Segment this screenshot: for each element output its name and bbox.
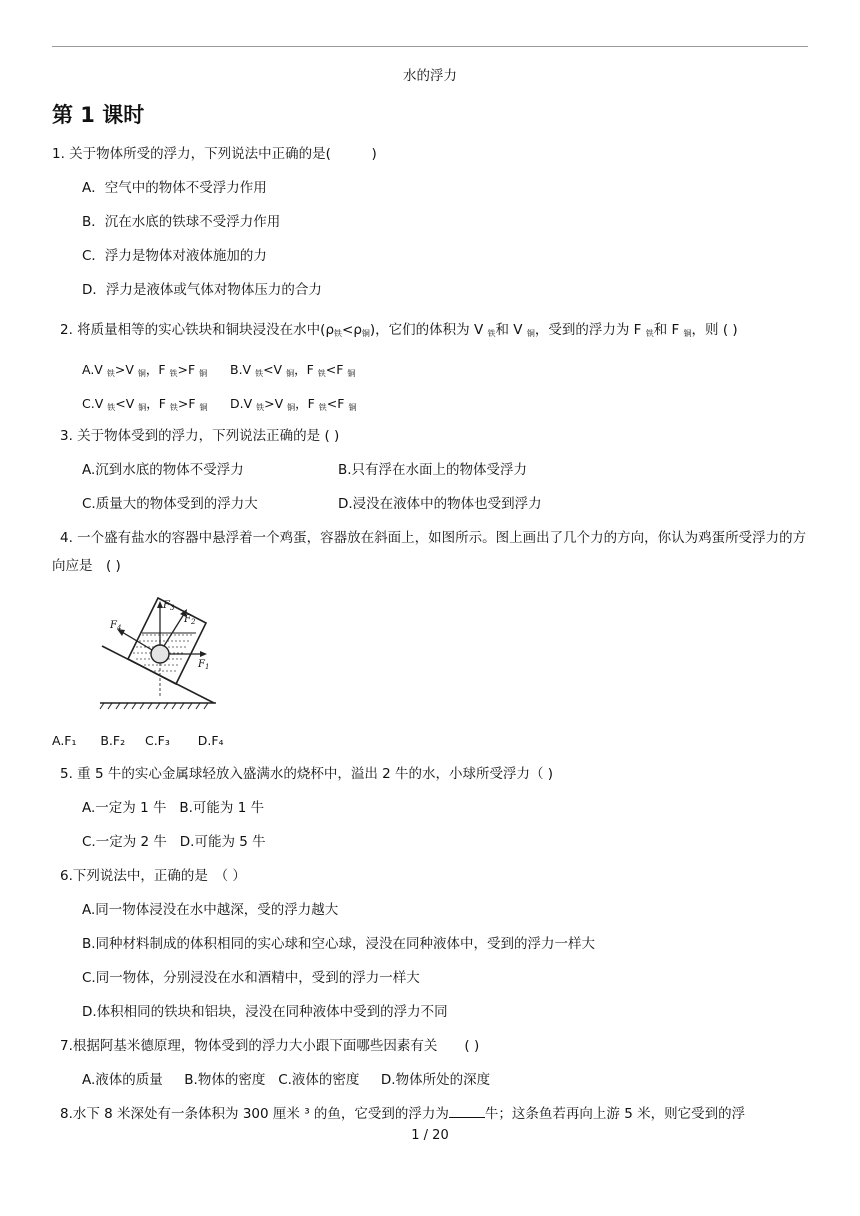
question-7-options: A.液体的质量 B.物体的密度 C.液体的密度 D.物体所处的深度 — [82, 1072, 491, 1088]
question-3-stem: 3. 关于物体受到的浮力，下列说法正确的是 ( ) — [60, 428, 340, 444]
page-header: 水的浮力 — [403, 68, 457, 84]
page-number: 1 / 20 — [411, 1128, 449, 1143]
question-3-option-a: A.沉到水底的物体不受浮力 — [82, 462, 244, 478]
label-f4: $F_4$ — [110, 620, 122, 632]
question-6-option-d: D.体积相同的铁块和铝块，浸没在同种液体中受到的浮力不同 — [82, 1004, 448, 1020]
question-1-option-b: B．沉在水底的铁球不受浮力作用 — [82, 214, 281, 230]
question-5-options-ab: A.一定为 1 牛 B.可能为 1 牛 — [82, 800, 265, 816]
question-6-stem: 6.下列说法中，正确的是 （ ） — [60, 868, 246, 884]
question-2-option-b: B.V $_铁$<V $_铜$，F $_铁$<F $_铜$ — [230, 362, 356, 378]
question-3-option-c: C.质量大的物体受到的浮力大 — [82, 496, 258, 512]
question-1-option-c: C．浮力是物体对液体施加的力 — [82, 248, 267, 264]
question-1-option-d: D．浮力是液体或气体对物体压力的合力 — [82, 282, 322, 298]
question-7-stem: 7.根据阿基米德原理，物体受到的浮力大小跟下面哪些因素有关 ( ) — [60, 1038, 480, 1054]
question-8-stem: 8.水下 8 米深处有一条体积为 300 厘米 ³ 的鱼，它受到的浮力为 牛；这条鱼若再向上游 5 米，则它受到的浮 — [60, 1106, 746, 1122]
answer-blank[interactable] — [449, 1105, 485, 1118]
question-3-option-b: B.只有浮在水面上的物体受浮力 — [338, 462, 528, 478]
question-4-options: A.F₁ B.F₂ C.F₃ D.F₄ — [52, 733, 224, 748]
question-6-option-c: C.同一物体，分别浸没在水和酒精中，受到的浮力一样大 — [82, 970, 420, 986]
question-2-option-d: D.V $_铁$>V $_铜$，F $_铁$<F $_铜$ — [230, 396, 357, 412]
label-f1: $F_1$ — [198, 659, 210, 671]
question-6-option-a: A.同一物体浸没在水中越深，受的浮力越大 — [82, 902, 339, 918]
question-3-option-d: D.浸没在液体中的物体也受到浮力 — [338, 496, 542, 512]
question-5-stem: 5. 重 5 牛的实心金属球轻放入盛满水的烧杯中，溢出 2 牛的水，小球所受浮力（ ) — [60, 766, 554, 782]
question-5-options-cd: C.一定为 2 牛 D.可能为 5 牛 — [82, 834, 266, 850]
label-f2: $F_2$ — [184, 614, 196, 626]
question-2-option-c: C.V $_铁$<V $_铜$，F $_铁$>F $_铜$ — [82, 396, 208, 412]
question-2-stem: 2. 将质量相等的实心铁块和铜块浸没在水中$(\rho_铁<\rho_铜)$，它们的体积为 V $_铁$和 V $_铜$，受到的浮力为 F $_铁$和 F $_铜$，则 ( ) — [60, 322, 738, 338]
incline-force-diagram — [96, 596, 220, 712]
question-4-stem: 4. 一个盛有盐水的容器中悬浮着一个鸡蛋，容器放在斜面上，如图所示。图上画出了几个力的方向，你认为鸡蛋所受浮力的方向应是 ( ) — [52, 530, 807, 574]
question-1-option-a: A．空气中的物体不受浮力作用 — [82, 180, 267, 196]
lesson-title: 第 1 课时 — [52, 103, 145, 127]
question-2-option-a: A.V $_铁$>V $_铜$，F $_铁$>F $_铜$ — [82, 362, 208, 378]
header-rule — [52, 46, 808, 47]
question-1-stem: 1. 关于物体所受的浮力，下列说法中正确的是( ) — [52, 146, 377, 162]
question-6-option-b: B.同种材料制成的体积相同的实心球和空心球，浸没在同种液体中，受到的浮力一样大 — [82, 936, 596, 952]
label-f3: $F_3$ — [163, 600, 175, 612]
